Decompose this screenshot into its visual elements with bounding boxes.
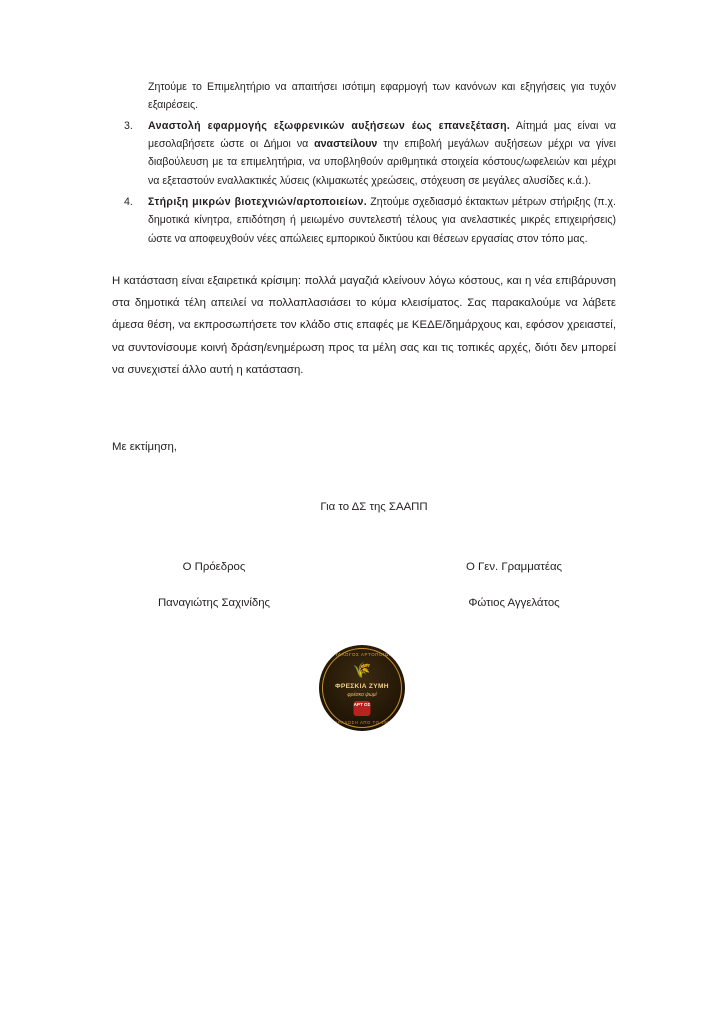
list-item-title: Αναστολή εφαρμογής εξωφρενικών αυξήσεων έως επανεξέταση. <box>148 119 511 132</box>
list-item-body-before: Ζητούμε σχεδιασμό έκτακτων μέτρων στήριξης (π.χ. δημοτικά κίνητρα, επιδότηση ή μειωμένο συντελεστή τέλους για ανελαστικές μικρές επιχειρήσεις) ώστε να αποφευχθούν νέες απώλειες εμπορικού δικτύου και θέσεων εργασίας στον τόπο μας. <box>148 195 616 245</box>
numbered-demand-list <box>112 117 616 248</box>
logo-bottom-text: ΠΑΡΑΔΟΣΗ ΑΠΟ ΤΟ 1970 <box>331 720 393 725</box>
logo-badge: ΑΡΤ ΟΣ <box>354 701 371 716</box>
list-item-number: 3. <box>124 119 133 132</box>
list-item-body-after: την επιβολή μεγάλων αυξήσεων μέχρι να γίνει διαβούλευση με τα επιμελητήρια, να υποβληθούν αριθμητικά στοιχεία κόστους/ωφελειών και μέχρι να εξεταστούν εναλλακτικές λύσεις (κλιμακωτές χρεώσεις, στόχευση σε μεγάλες αλυσίδες κ.ά.). <box>148 137 616 187</box>
organization-logo <box>319 645 405 731</box>
wheat-icon: 🌾 <box>352 662 372 679</box>
logo-brand: ΦΡΕΣΚΙΑ ΖΥΜΗ <box>335 683 389 690</box>
logo-container <box>0 645 724 731</box>
lead-paragraph: Ζητούμε το Επιμελητήριο να απαιτήσει ισότιμη εφαρμογή των κανόνων και εξηγήσεις για τυχόν εξαιρέσεις. <box>148 81 616 112</box>
list-item <box>112 193 616 248</box>
signature-block-president <box>112 561 378 609</box>
list-item <box>112 117 616 190</box>
logo-top-text: ΣΥΛΛΟΓΟΣ ΑΡΤΟΠΟΙΩΝ <box>331 652 393 657</box>
signature-role: Ο Πρόεδρος <box>182 560 246 573</box>
signature-role: Ο Γεν. Γραμματέας <box>465 560 563 573</box>
list-item-title: Στήριξη μικρών βιοτεχνιών/αρτοποιείων. <box>148 195 368 208</box>
list-item-body-before: Αίτημά μας είναι να μεσολαβήσετε ώστε οι Δήμοι να <box>148 119 616 150</box>
closing-paragraph: Η κατάσταση είναι εξαιρετικά κρίσιμη: πολλά μαγαζιά κλείνουν λόγω κόστους, και η νέα επιβάρυνση στα δημοτικά τέλη απειλεί να πολλαπλασιάσει το κύμα κλεισίματος. Σας παρακαλούμε να λάβετε άμεσα θέση, να εκπροσωπήσετε τον κλάδο στις επαφές με ΚΕΔΕ/δημάρχους και, εφόσον χρειαστεί, να συντονίσουμε κοινή δράση/ενημέρωση προς τα μέλη σας και τις τοπικές αρχές, διότι δεν μπορεί να συνεχιστεί άλλο αυτή η κατάσταση. <box>112 274 616 376</box>
regards-line: Με εκτίμηση, <box>112 440 177 453</box>
signature-row <box>112 561 616 609</box>
list-item-number: 4. <box>124 195 133 208</box>
signature-name: Παναγιώτης Σαχινίδης <box>157 596 271 609</box>
list-item-bold-inline: αναστείλουν <box>314 137 378 150</box>
board-line: Για το ΔΣ της ΣΑΑΠΠ <box>320 500 428 513</box>
signature-block-secretary <box>378 561 616 609</box>
signature-name: Φώτιος Αγγελάτος <box>468 596 560 609</box>
logo-tagline: φρέσκο ψωμί <box>347 692 377 698</box>
